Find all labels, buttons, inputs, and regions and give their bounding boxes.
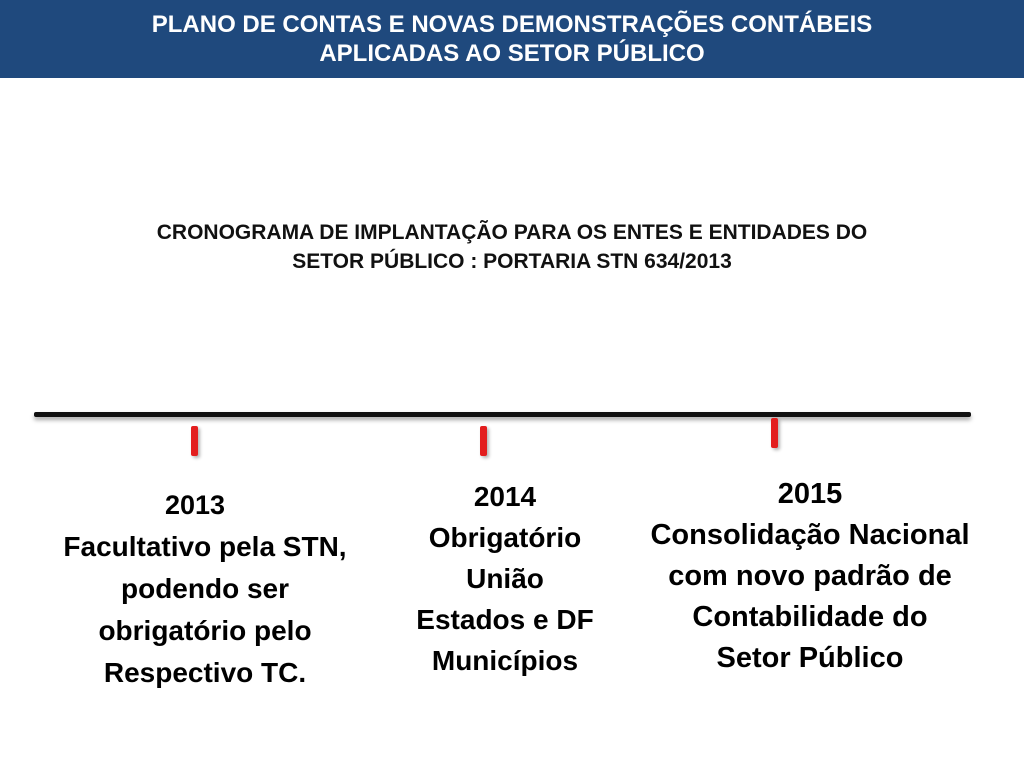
subtitle-line1: CRONOGRAMA DE IMPLANTAÇÃO PARA OS ENTES E ENTIDADES DO [156, 221, 868, 244]
milestone-text-line: Obrigatório [428, 522, 582, 553]
milestone-2015 [610, 474, 1010, 679]
milestone-text-line: União [466, 563, 544, 594]
milestone-text-line: Contabilidade do [692, 601, 928, 633]
milestone-text-line: Respectivo TC. [103, 657, 307, 688]
header-title-line1: PLANO DE CONTAS E NOVAS DEMONSTRAÇÕES CONTÁBEIS [151, 11, 873, 38]
timeline-tick-2013 [191, 426, 198, 456]
timeline-axis [34, 412, 971, 417]
timeline-tick-2014 [480, 426, 487, 456]
milestone-year: 2014 [473, 481, 537, 512]
milestone-text-line: Estados e DF [416, 604, 594, 635]
milestone-text-line: Consolidação Nacional [650, 519, 970, 551]
milestone-year: 2013 [165, 490, 226, 520]
header-title-line2: APLICADAS AO SETOR PÚBLICO [319, 40, 705, 67]
milestone-text-line: Municípios [431, 645, 579, 676]
milestone-text-line: obrigatório pelo [98, 615, 312, 646]
milestone-text-line: Facultativo pela STN, [63, 531, 347, 562]
milestone-year: 2015 [777, 478, 843, 510]
milestone-text-line: com novo padrão de [668, 560, 952, 592]
timeline-tick-2015 [771, 418, 778, 448]
slide-header [0, 0, 1024, 78]
milestone-2013 [10, 484, 400, 694]
milestone-text-line: Setor Público [716, 642, 904, 674]
milestone-2014 [380, 476, 630, 681]
subtitle-line2: SETOR PÚBLICO : PORTARIA STN 634/2013 [292, 250, 732, 273]
milestone-text-line: podendo ser [120, 573, 289, 604]
slide-subtitle [60, 218, 964, 276]
